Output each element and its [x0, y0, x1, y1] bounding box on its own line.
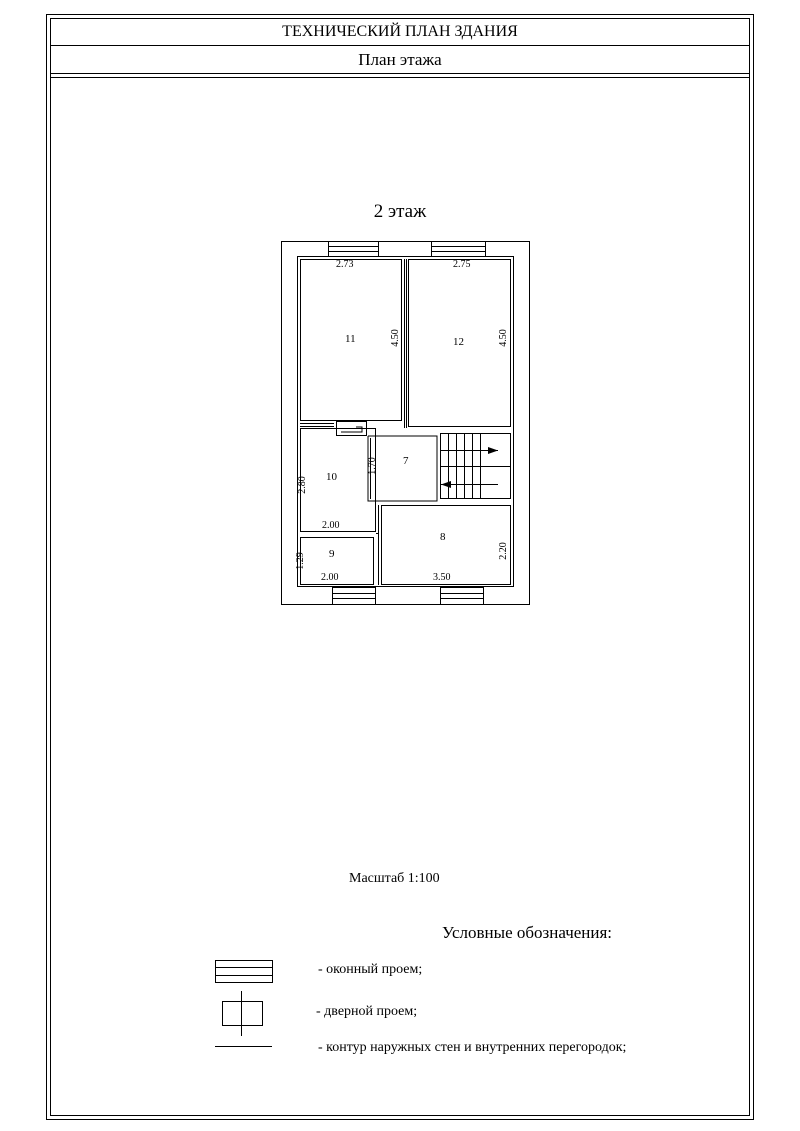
dimension-label: 2.00 [321, 572, 339, 583]
dimension-label: 4.50 [497, 329, 509, 347]
legend-item-walls: - контур наружных стен и внутренних перегородок; [318, 1040, 627, 1055]
dimension-label: 1.70 [366, 457, 378, 475]
room-number-7: 7 [403, 455, 409, 467]
dimension-label: 3.50 [433, 572, 451, 583]
legend-item-window: - оконный проем; [318, 962, 423, 977]
room-number-10: 10 [326, 471, 337, 483]
room-number-9: 9 [329, 548, 335, 560]
window-bottom-left [333, 588, 376, 605]
dimension-label: 2.20 [497, 542, 509, 560]
legend-title: Условные обозначения: [442, 923, 613, 942]
dimension-label: 2.80 [296, 476, 308, 494]
room-10-outline [301, 429, 376, 532]
legend-item-door: - дверной проем; [316, 1004, 418, 1019]
sheet-title: ТЕХНИЧЕСКИЙ ПЛАН ЗДАНИЯ [282, 23, 518, 40]
floor-label: 2 этаж [373, 201, 427, 222]
room-number-11: 11 [345, 333, 356, 345]
dimension-label: 2.00 [322, 520, 340, 531]
room-number-8: 8 [440, 531, 446, 543]
stair-arrow-up [488, 447, 498, 454]
sheet-subtitle: План этажа [358, 50, 442, 69]
window-top-right [432, 242, 486, 257]
window-top-left [329, 242, 379, 257]
dimension-label: 1.29 [294, 552, 306, 570]
scale-label: Масштаб 1:100 [349, 871, 440, 886]
window-bottom-right [441, 588, 484, 605]
room-number-12: 12 [453, 336, 464, 348]
dimension-label: 2.73 [336, 259, 354, 270]
dimension-label: 4.50 [389, 329, 401, 347]
stair-arrow-down [441, 481, 451, 488]
room-7-outline [368, 436, 437, 501]
dimension-label: 2.75 [453, 259, 471, 270]
